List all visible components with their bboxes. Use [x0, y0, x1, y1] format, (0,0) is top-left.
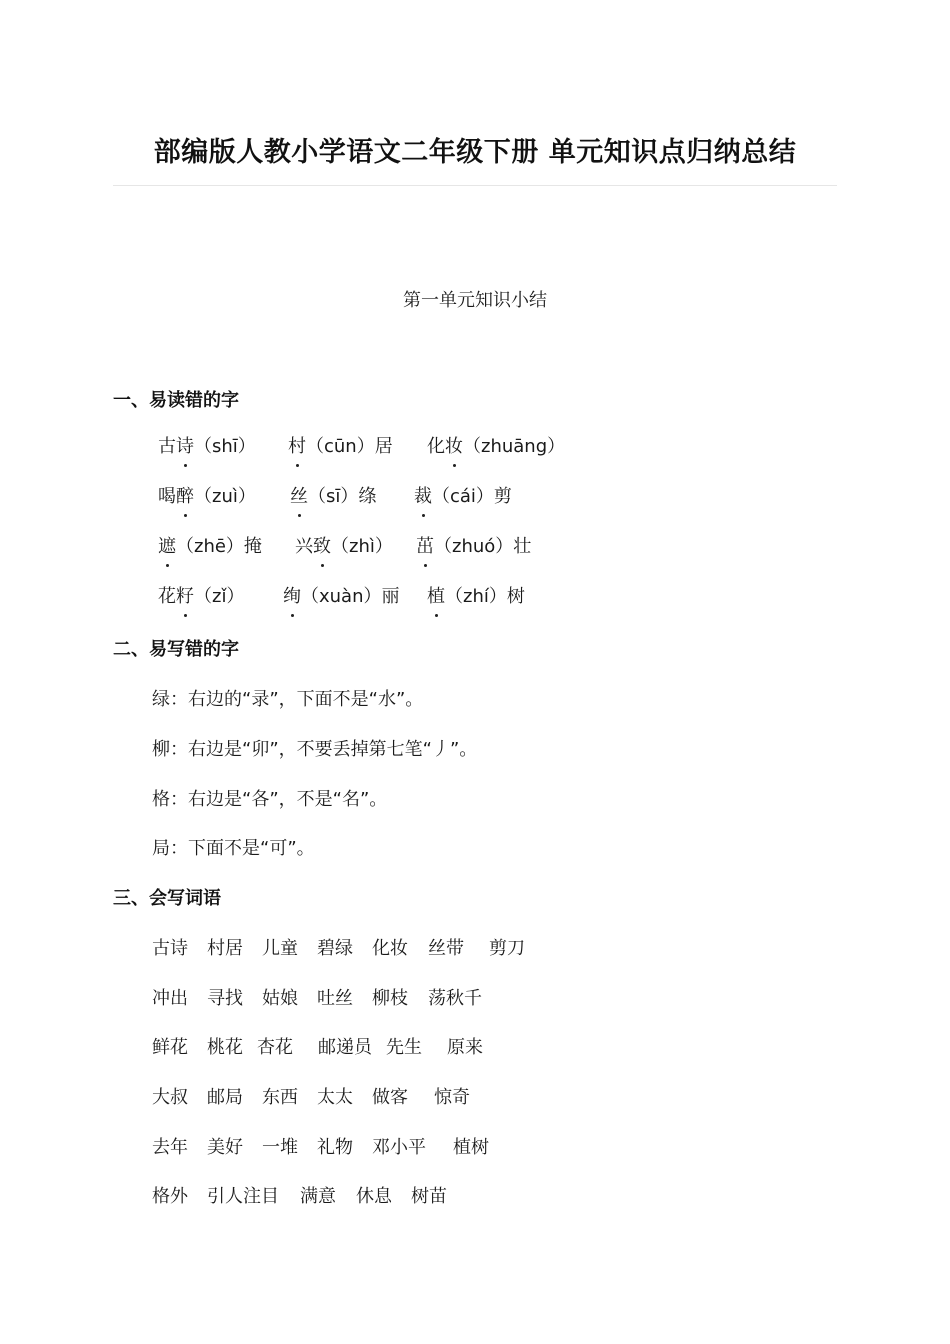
pinyin-text: （cūn）居 — [306, 436, 393, 457]
entry-prefix: 化 — [427, 436, 445, 457]
vocabulary-word: 村居 — [207, 938, 243, 959]
pinyin-text: （zuì） — [194, 486, 256, 507]
pinyin-text: （zhì） — [331, 536, 393, 557]
pinyin-text: （zǐ） — [194, 586, 245, 607]
pinyin-text: （cái）剪 — [432, 486, 512, 507]
pinyin-entry — [414, 482, 512, 508]
emphasized-char: 裁 — [414, 482, 432, 508]
vocabulary-word: 惊奇 — [434, 1087, 470, 1108]
vocabulary-word: 美好 — [207, 1137, 243, 1158]
vocabulary-word: 化妆 — [372, 938, 408, 959]
vocabulary-word: 姑娘 — [262, 988, 298, 1009]
pinyin-entry — [427, 582, 525, 608]
vocabulary-word: 邮局 — [207, 1087, 243, 1108]
pinyin-entry — [158, 432, 256, 458]
vocabulary-word: 荡秋千 — [428, 988, 482, 1009]
entry-prefix: 兴 — [295, 536, 313, 557]
miswrite-note: 柳：右边是“卯”，不要丢掉第七笔“丿”。 — [152, 739, 478, 760]
vocabulary-word: 吐丝 — [317, 988, 353, 1009]
vocabulary-word: 原来 — [447, 1037, 483, 1058]
entry-prefix: 喝 — [158, 486, 176, 507]
unit-subtitle: 第一单元知识小结 — [403, 290, 547, 311]
vocabulary-word: 礼物 — [317, 1137, 353, 1158]
document-title: 部编版人教小学语文二年级下册 单元知识点归纳总结 — [153, 137, 797, 168]
title-divider — [113, 185, 837, 186]
section-heading-easy-misread: 一、易读错的字 — [113, 390, 239, 411]
pinyin-text: （shī） — [194, 436, 256, 457]
vocabulary-word: 柳枝 — [372, 988, 408, 1009]
pinyin-entry — [290, 482, 376, 508]
pinyin-entry — [158, 532, 262, 558]
pinyin-text: （xuàn）丽 — [301, 586, 400, 607]
vocabulary-word: 太太 — [317, 1087, 353, 1108]
pinyin-entry — [158, 582, 244, 608]
pinyin-text: （zhuó）壮 — [434, 536, 532, 557]
entry-prefix: 古 — [158, 436, 176, 457]
pinyin-entry — [295, 532, 393, 558]
vocabulary-word: 树苗 — [411, 1186, 447, 1207]
pinyin-text: （zhuāng） — [463, 436, 566, 457]
miswrite-note: 局：下面不是“可”。 — [152, 838, 315, 859]
emphasized-char: 妆 — [445, 432, 463, 458]
pinyin-entry — [288, 432, 393, 458]
pinyin-entry — [283, 582, 400, 608]
vocabulary-word: 剪刀 — [489, 938, 525, 959]
emphasized-char: 植 — [427, 582, 445, 608]
emphasized-char: 村 — [288, 432, 306, 458]
vocabulary-word: 寻找 — [207, 988, 243, 1009]
vocabulary-word: 丝带 — [428, 938, 464, 959]
vocabulary-word: 满意 — [300, 1186, 336, 1207]
pinyin-text: （zhē）掩 — [176, 536, 262, 557]
vocabulary-word: 做客 — [372, 1087, 408, 1108]
vocabulary-word: 先生 — [386, 1037, 422, 1058]
emphasized-char: 遮 — [158, 532, 176, 558]
entry-prefix: 花 — [158, 586, 176, 607]
vocabulary-word: 邓小平 — [372, 1137, 426, 1158]
vocabulary-word: 东西 — [262, 1087, 298, 1108]
vocabulary-word: 休息 — [356, 1186, 392, 1207]
emphasized-char: 致 — [313, 532, 331, 558]
vocabulary-word: 杏花 — [257, 1037, 293, 1058]
miswrite-note: 格：右边是“各”，不是“名”。 — [152, 789, 388, 810]
vocabulary-word: 碧绿 — [317, 938, 353, 959]
vocabulary-word: 桃花 — [207, 1037, 243, 1058]
vocabulary-word: 冲出 — [152, 988, 188, 1009]
vocabulary-word: 格外 — [152, 1186, 188, 1207]
emphasized-char: 茁 — [416, 532, 434, 558]
pinyin-entry — [427, 432, 565, 458]
pinyin-entry — [158, 482, 256, 508]
emphasized-char: 丝 — [290, 482, 308, 508]
emphasized-char: 绚 — [283, 582, 301, 608]
emphasized-char: 籽 — [176, 582, 194, 608]
section-heading-easy-miswrite: 二、易写错的字 — [113, 639, 239, 660]
vocabulary-word: 一堆 — [262, 1137, 298, 1158]
pinyin-text: （sī）绦 — [308, 486, 377, 507]
vocabulary-word: 植树 — [453, 1137, 489, 1158]
section-heading-vocabulary: 三、会写词语 — [113, 888, 221, 909]
vocabulary-word: 引人注目 — [207, 1186, 279, 1207]
vocabulary-word: 儿童 — [262, 938, 298, 959]
emphasized-char: 诗 — [176, 432, 194, 458]
vocabulary-word: 古诗 — [152, 938, 188, 959]
vocabulary-word: 邮递员 — [318, 1037, 372, 1058]
emphasized-char: 醉 — [176, 482, 194, 508]
pinyin-text: （zhí）树 — [445, 586, 525, 607]
vocabulary-word: 大叔 — [152, 1087, 188, 1108]
vocabulary-word: 去年 — [152, 1137, 188, 1158]
pinyin-entry — [416, 532, 531, 558]
vocabulary-word: 鲜花 — [152, 1037, 188, 1058]
miswrite-note: 绿：右边的“录”，下面不是“水”。 — [152, 689, 424, 710]
